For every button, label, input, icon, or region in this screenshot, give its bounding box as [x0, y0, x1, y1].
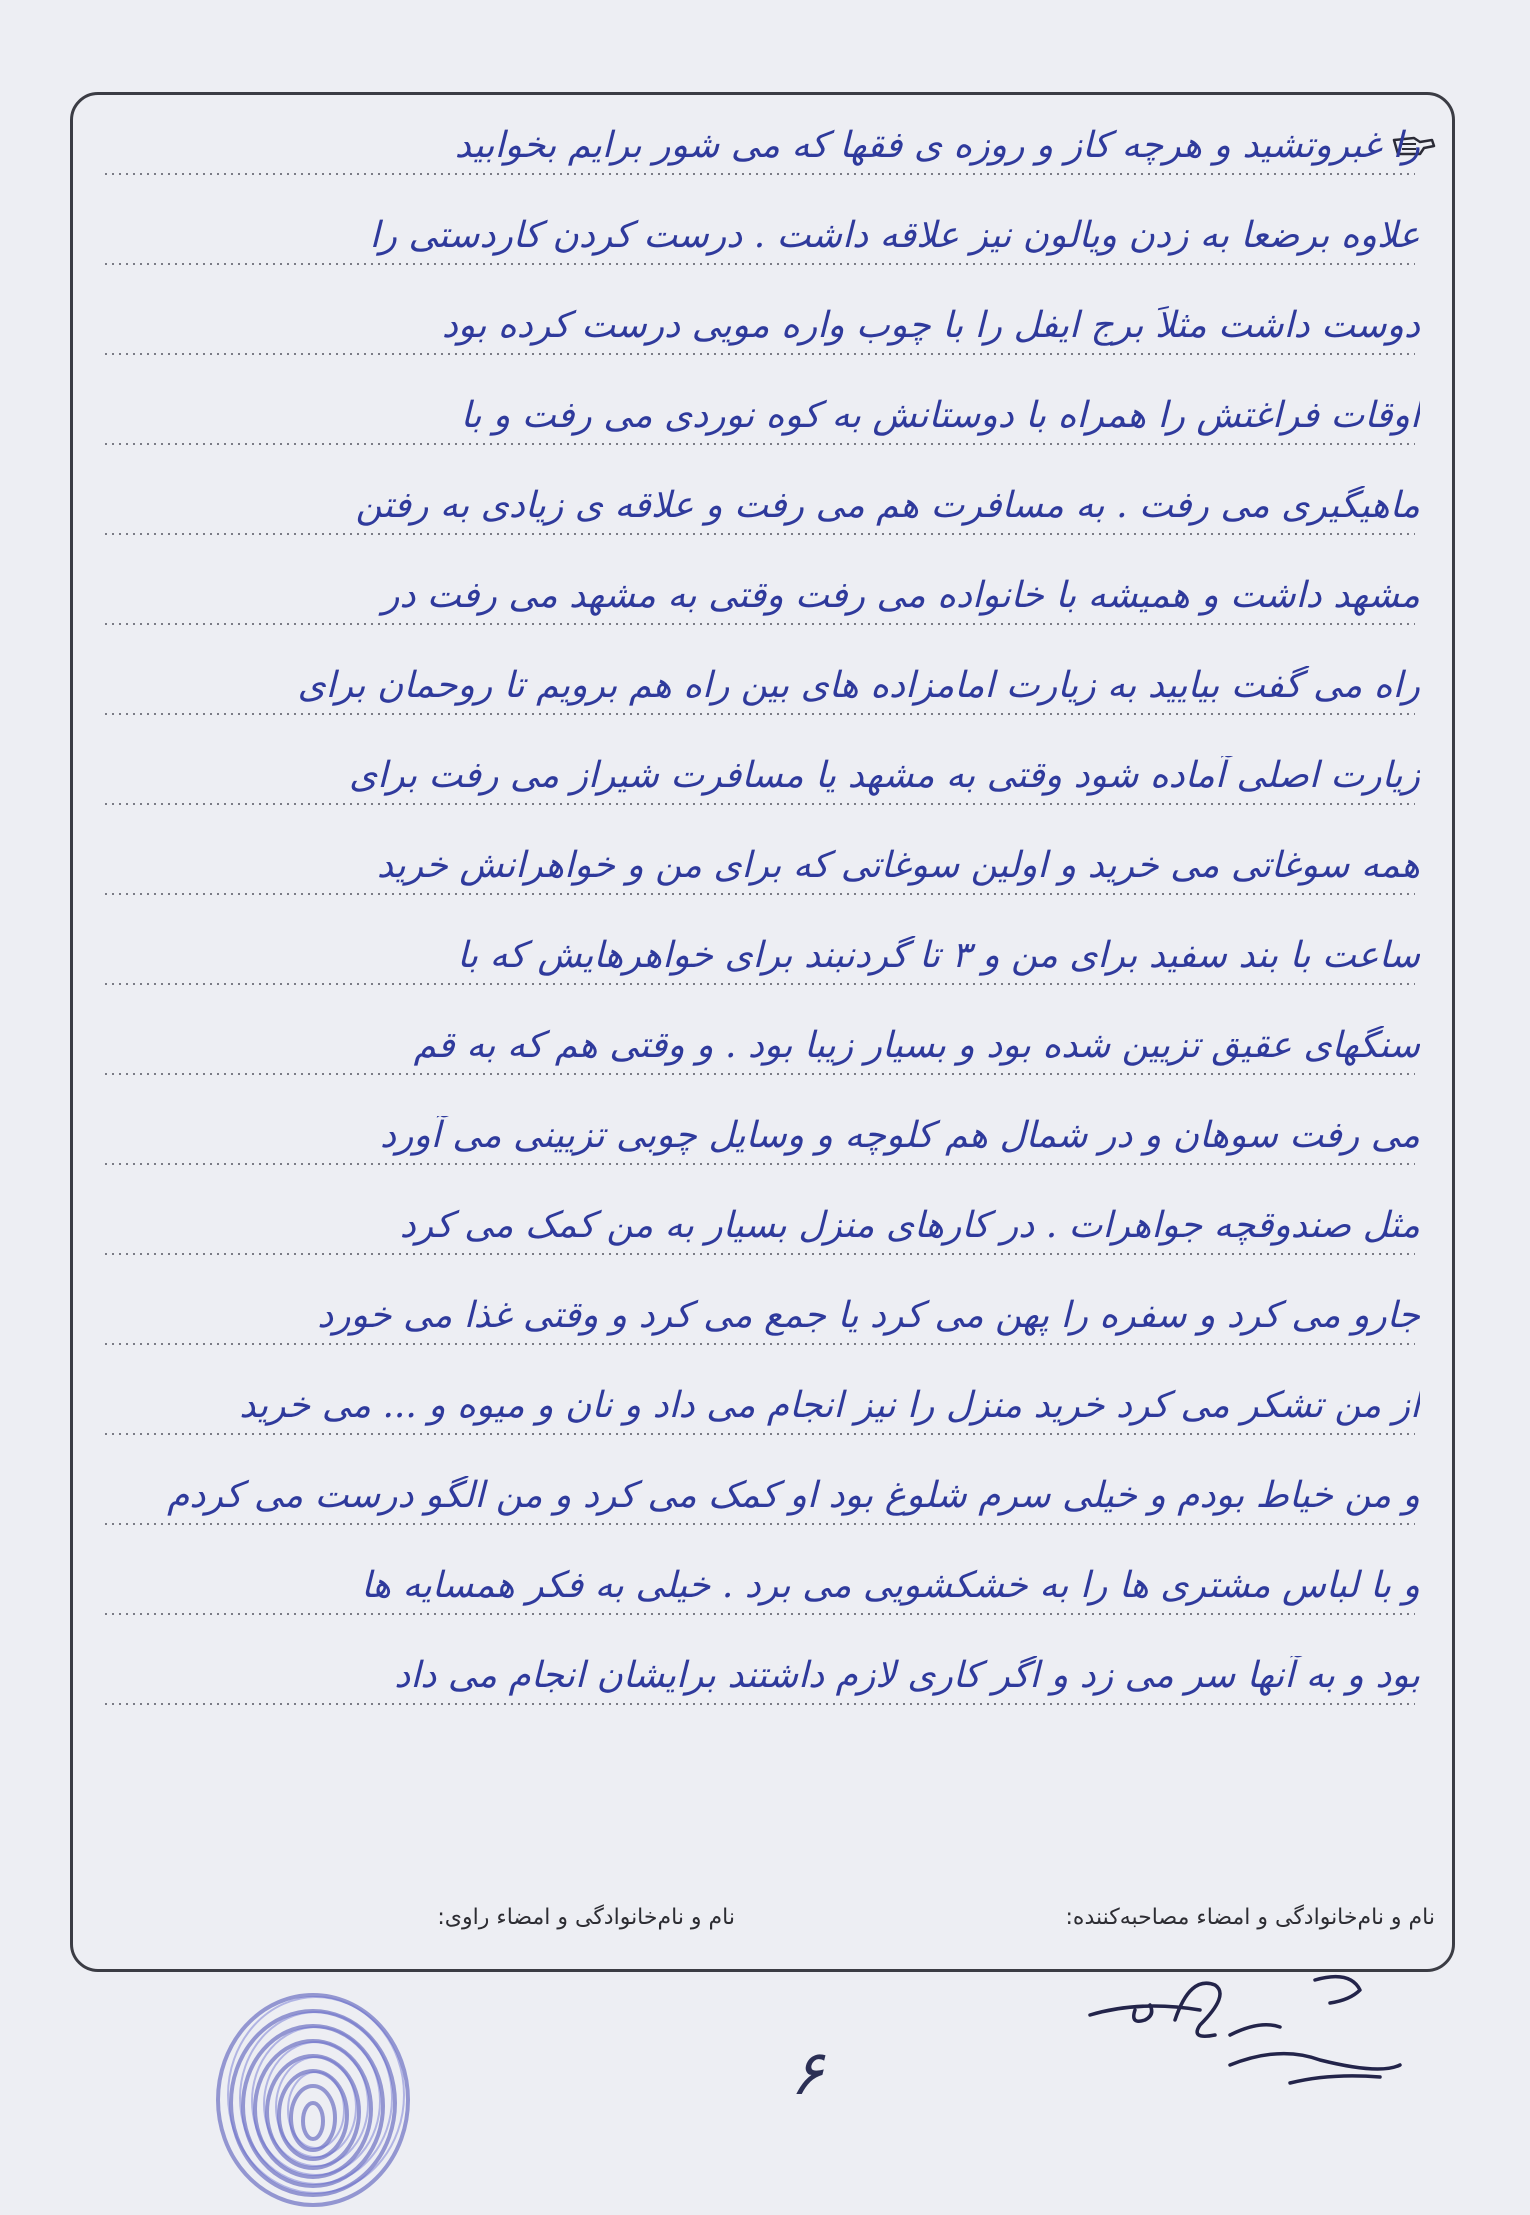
signature-icon — [1080, 1965, 1410, 2105]
handwritten-line: مثل صندوقچه جواهرات . در کارهای منزل بسیار به من کمک می کرد — [399, 1206, 1420, 1246]
handwritten-line: زیارت اصلی آماده شود وقتی به مشهد یا مسافرت شیراز می رفت برای — [349, 756, 1420, 796]
handwritten-line: اوقات فراغتش را همراه با دوستانش به کوه نوردی می رفت و با — [460, 396, 1420, 436]
handwritten-line: راه می گفت بیایید به زیارت امامزاده های بین راه هم برویم تا روحمان برای — [297, 666, 1420, 706]
handwritten-line: را غبروتشید و هرچه کاز و روزه ی فقها که می شور برایم بخوابید — [454, 126, 1420, 166]
fingerprint-icon — [208, 1985, 418, 2210]
handwritten-line: و من خیاط بودم و خیلی سرم شلوغ بود او کمک می کرد و من الگو درست می کردم — [167, 1476, 1420, 1516]
handwritten-line: علاوه برضعا به زدن ویالون نیز علاقه داشت . درست کردن کاردستی را — [369, 216, 1420, 256]
handwritten-line: از من تشکر می کرد خرید منزل را نیز انجام می داد و نان و میوه و ... می خرید — [239, 1386, 1420, 1426]
handwritten-line: مشهد داشت و همیشه با خانواده می رفت وقتی به مشهد می رفت در — [382, 576, 1420, 616]
handwritten-line: همه سوغاتی می خرید و اولین سوغاتی که برای من و خواهرانش خرید — [376, 846, 1420, 886]
handwritten-line: و با لباس مشتری ها را به خشکشویی می برد . خیلی به فکر همسایه ها — [361, 1566, 1420, 1606]
page-number: ۶ — [790, 2036, 824, 2109]
handwritten-line: ماهیگیری می رفت . به مسافرت هم می رفت و علاقه ی زیادی به رفتن — [355, 486, 1420, 526]
interviewer-signature-label: نام و نام‌خانوادگی و امضاء مصاحبه‌کننده: — [1065, 1905, 1435, 1930]
handwritten-line: ساعت با بند سفید برای من و ۳ تا گردنبند برای خواهرهایش که با — [457, 936, 1420, 976]
handwritten-line: دوست داشت مثلاً برج ایفل را با چوب واره مویی درست کرده بود — [441, 306, 1420, 346]
handwritten-line: می رفت سوهان و در شمال هم کلوچه و وسایل چوبی تزیینی می آورد — [380, 1116, 1420, 1156]
handwritten-line: سنگهای عقیق تزیین شده بود و بسیار زیبا بود . و وقتی هم که به قم — [413, 1026, 1420, 1066]
handwritten-line: جارو می کرد و سفره را پهن می کرد یا جمع می کرد و وقتی غذا می خورد — [317, 1296, 1420, 1336]
handwritten-line: بود و به آنها سر می زد و اگر کاری لازم داشتند برایشان انجام می داد — [394, 1656, 1420, 1696]
narrator-signature-label: نام و نام‌خانوادگی و امضاء راوی: — [437, 1905, 735, 1930]
